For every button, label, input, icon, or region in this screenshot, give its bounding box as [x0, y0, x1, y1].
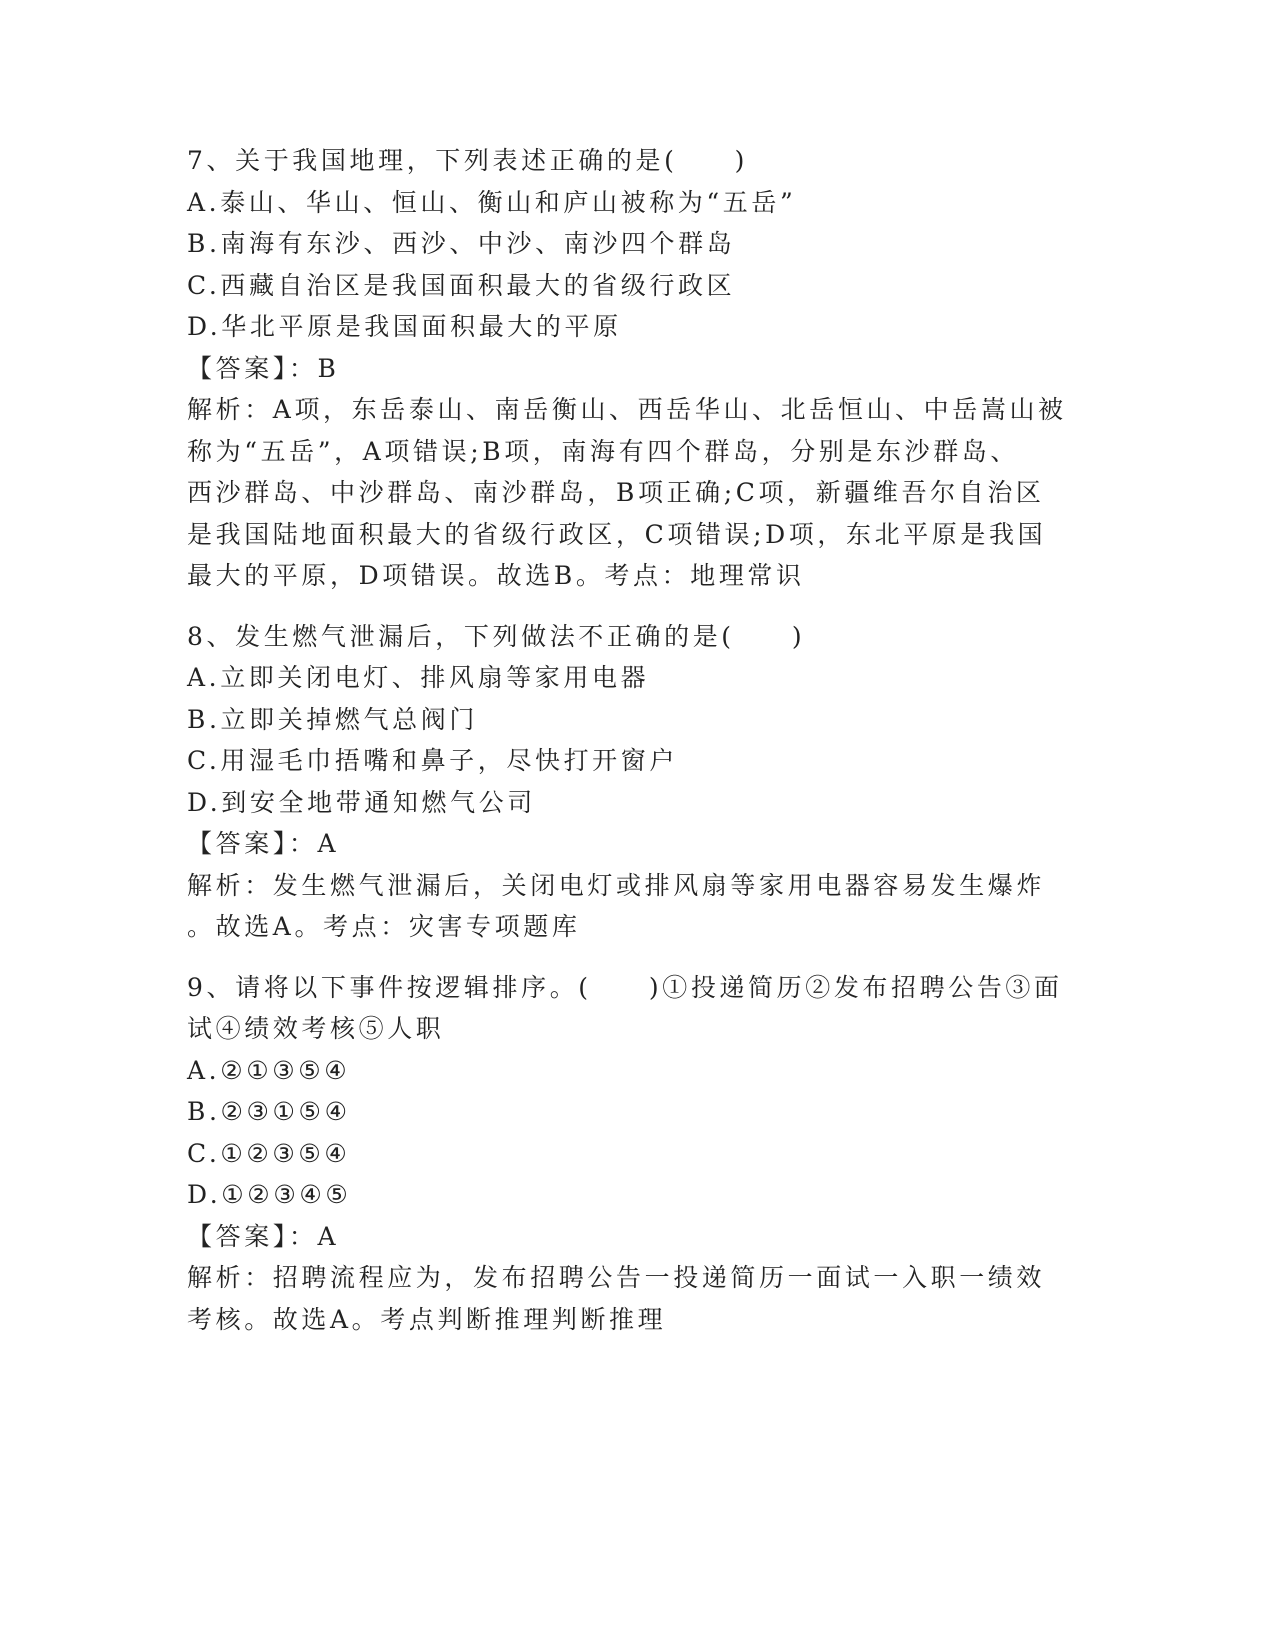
option-a: A.立即关闭电灯、排风扇等家用电器	[187, 663, 650, 692]
answer: 【答案】：B	[187, 354, 340, 383]
question-stem: 7、关于我国地理，下列表述正确的是( )	[187, 146, 749, 175]
answer: 【答案】：A	[187, 829, 340, 858]
answer: 【答案】：A	[187, 1222, 340, 1251]
analysis-line: 称为“五岳”，A项错误;B项，南海有四个群岛，分别是东沙群岛、	[187, 437, 1020, 466]
analysis-line: 。故选A。考点：灾害专项题库	[187, 912, 581, 941]
analysis-line: 解析：发生燃气泄漏后，关闭电灯或排风扇等家用电器容易发生爆炸	[187, 871, 1046, 900]
option-d: D.华北平原是我国面积最大的平原	[187, 312, 622, 341]
option-c: C.用湿毛巾捂嘴和鼻子，尽快打开窗户	[187, 746, 678, 775]
analysis-line: 西沙群岛、中沙群岛、南沙群岛，B项正确;C项，新疆维吾尔自治区	[187, 478, 1045, 507]
option-b: B.南海有东沙、西沙、中沙、南沙四个群岛	[187, 229, 736, 258]
question-stem: 9、请将以下事件按逻辑排序。( )①投递简历②发布招聘公告③面	[187, 973, 1063, 1002]
option-b: B.立即关掉燃气总阀门	[187, 705, 478, 734]
analysis-line: 是我国陆地面积最大的省级行政区，C项错误;D项，东北平原是我国	[187, 520, 1047, 549]
option-c: C.西藏自治区是我国面积最大的省级行政区	[187, 271, 736, 300]
option-a: A.②①③⑤④	[187, 1056, 351, 1085]
analysis-line: 最大的平原，D项错误。故选B。考点：地理常识	[187, 561, 805, 590]
analysis-line: 解析：招聘流程应为，发布招聘公告一投递简历一面试一入职一绩效	[187, 1263, 1046, 1292]
option-b: B.②③①⑤④	[187, 1097, 351, 1126]
option-c: C.①②③⑤④	[187, 1139, 351, 1168]
analysis-line: 考核。故选A。考点判断推理判断推理	[187, 1305, 667, 1334]
option-d: D.到安全地带通知燃气公司	[187, 788, 536, 817]
question-stem: 试④绩效考核⑤人职	[187, 1014, 445, 1043]
analysis-line: 解析：A项，东岳泰山、南岳衡山、西岳华山、北岳恒山、中岳嵩山被	[187, 395, 1067, 424]
option-d: D.①②③④⑤	[187, 1180, 352, 1209]
question-stem: 8、发生燃气泄漏后，下列做法不正确的是( )	[187, 622, 806, 651]
option-a: A.泰山、华山、恒山、衡山和庐山被称为“五岳”	[187, 188, 797, 217]
